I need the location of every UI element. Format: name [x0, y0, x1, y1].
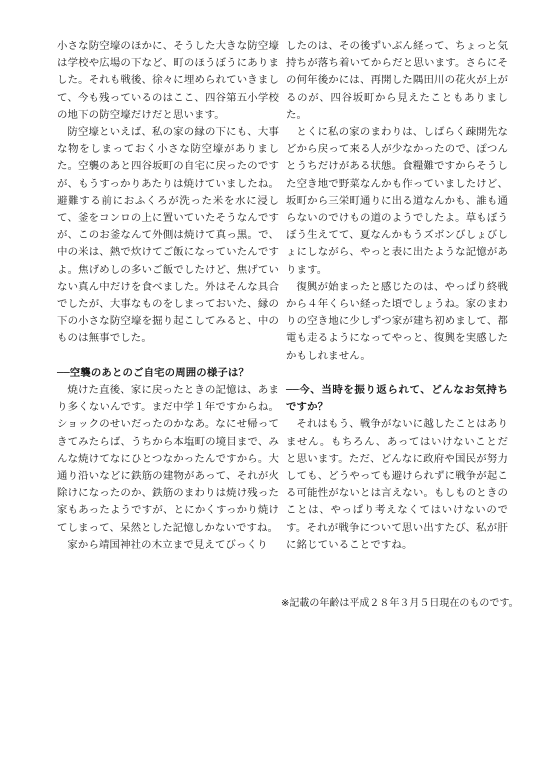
left-paragraph-4: 家から靖国神社の木立まで見えてびっくり: [67, 538, 268, 551]
left-paragraph-3: 焼けた直後、家に戻ったときの記憶は、あまり多くないんです。まだ中学１年ですからね。ショックのせいだったのかなあ。なにせ帰ってきてみたらば、うちから本塩町の境目まで、みんな焼けてなにひとつなかったんですから。大通り沿いなどに鉄筋の建物があって、それが火除けになったのか、鉄筋のまわりは焼け残った家もあったようですが、とにかくすっかり焼けてしまって、呆然とした記憶しかないですね。: [57, 384, 279, 534]
right-column: [286, 38, 508, 554]
left-column: [57, 38, 279, 554]
right-paragraph-3: 復興が始まったと感じたのは、やっぱり終戦から４年くらい経った頃でしょうね。家のまわりの空き地に少しずつ家が建ち初めまして、都電も走るようになってやっと、復興を実感したかもしれません。: [286, 280, 508, 362]
footnote: ※記載の年齢は平成２８年３月５日現在のものです。: [281, 598, 519, 609]
right-paragraph-4: それはもう、戦争がないに越したことはありません。もちろん、あってはいけないことだと思います。ただ、どんなに政府や国民が努力しても、どうやっても避けられずに戦争が起こる可能性がないとは言えない。もしものときのことは、やっぱり考えなくてはいけないのです。それが戦争について思い出すたび、私が肝に銘じていることですね。: [286, 418, 508, 551]
right-paragraph-1: したのは、その後ずいぶん経って、ちょっと気持ちが落ち着いてからだと思います。さらにその何年後かには、再開した隅田川の花火が上がるのが、四谷坂町から見えたこともありました。: [286, 40, 508, 121]
left-section-heading: ──空襲のあとのご自宅の周囲の様子は？: [57, 366, 250, 379]
left-paragraph-1: 小さな防空壕のほかに、そうした大きな防空壕は学校や広場の下など、町のほうぼうにありました。それも戦後、徐々に埋められていきまして、今も残っているのはここ、四谷第五小学校の地下の防空壕だけだと思います。: [57, 40, 279, 121]
right-paragraph-2: とくに私の家のまわりは、しばらく疎開先などから戻って来る人が少なかったので、ぽつんとうちだけがある状態。食糧難ですからそうした空き地で野菜なんかも作っていましたけど、坂町から三栄町通りに出る道なんかも、誰も通らないのでけもの道のようでしたよ。草もぼうぼう生えてて、夏なんかもうズボンびしょびしょにしながら、やっと表に出たような記憶があります。: [286, 126, 508, 276]
left-paragraph-2: 防空壕といえば、私の家の縁の下にも、大事な物をしまっておく小さな防空壕がありました。空襲のあと四谷坂町の自宅に戻ったのですが、もうすっかりあたりは焼けていましたね。避難する前におふくろが洗った米を水に浸して、釜をコンロの上に置いていたそうなんですが、このお釜なんて外側は焼けて真っ黒。で、中の米は、熱で炊けてご飯になっていたんですよ。焦げめしの多いご飯でしたけど、焦げていない真ん中だけを食べました。外はそんな具合でしたが、大事なものをしまっておいた、縁の下の小さな防空壕を掘り起こしてみると、中のものは無事でした。: [57, 126, 279, 345]
right-section-heading: ──今、当時を振り返られて、どんなお気持ちですか？: [286, 384, 508, 414]
